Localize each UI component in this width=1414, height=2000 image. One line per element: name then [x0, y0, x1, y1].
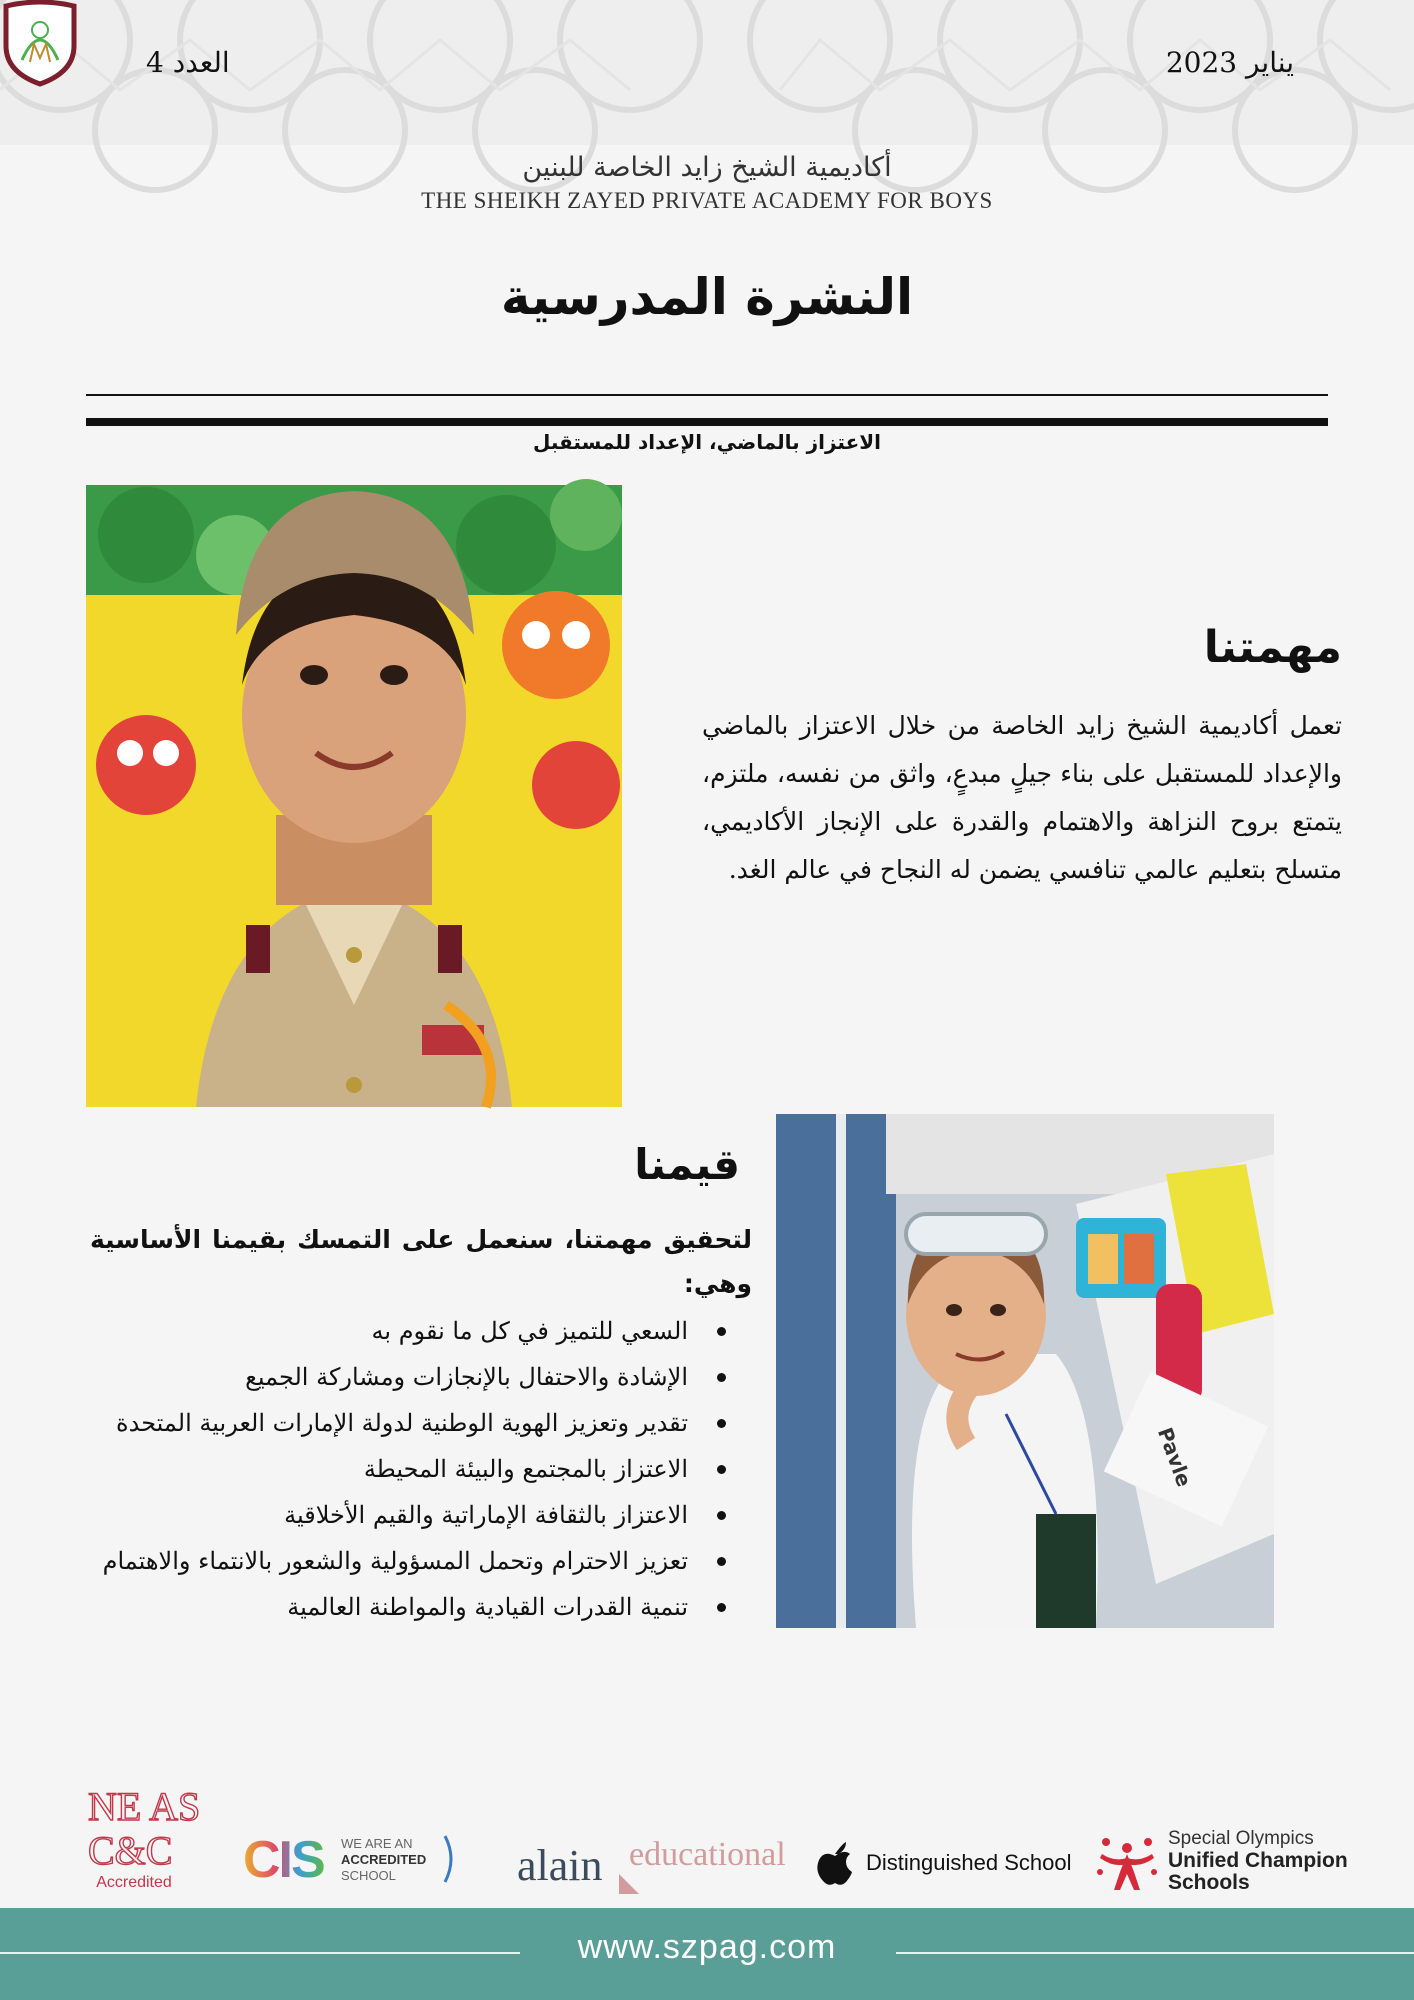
- issue-number: العدد 4: [146, 46, 230, 79]
- bullet-icon: [717, 1603, 726, 1612]
- cis-accredited-logo: [243, 1832, 463, 1888]
- bullet-icon: [717, 1373, 726, 1382]
- student-uniform-photo: [86, 485, 622, 1107]
- name-card-label: Pavle: [1152, 1424, 1197, 1490]
- bullet-icon: [717, 1419, 726, 1428]
- special-olympics-icon: [1096, 1832, 1158, 1894]
- alain-educational-wordmark: educational: [629, 1836, 786, 1873]
- neasc-monogram-icon: [84, 1782, 201, 1873]
- tagline: الاعتزاز بالماضي، الإعداد للمستقبل: [533, 430, 881, 454]
- cis-bracket-icon: [443, 1834, 459, 1884]
- value-item-text: الاعتزاز بالثقافة الإماراتية والقيم الأخلاقية: [284, 1501, 688, 1529]
- value-item-text: تقدير وتعزيز الهوية الوطنية لدولة الإمارات العربية المتحدة: [116, 1409, 688, 1437]
- apple-school-label: Distinguished School: [866, 1850, 1072, 1875]
- apple-icon: [816, 1842, 854, 1886]
- cis-line2: ACCREDITED: [341, 1852, 427, 1867]
- value-item: [90, 1584, 734, 1630]
- value-item-text: تعزيز الاحترام وتحمل المسؤولية والشعور بالانتماء والاهتمام: [102, 1547, 688, 1575]
- student-lab-coat-photo: [776, 1114, 1274, 1628]
- apple-distinguished-school-logo: [816, 1838, 1076, 1888]
- cis-line1: WE ARE AN: [341, 1836, 413, 1851]
- so-line1: Special Olympics: [1168, 1828, 1314, 1849]
- so-line3: Schools: [1168, 1871, 1250, 1894]
- value-item-text: الإشادة والاحتفال بالإنجازات ومشاركة الجميع: [245, 1363, 688, 1391]
- value-item: [90, 1538, 734, 1584]
- values-intro: لتحقيق مهمتنا، سنعمل على التمسك بقيمنا الأساسية وهي:: [90, 1225, 752, 1298]
- header-pattern-band: [0, 0, 1414, 145]
- cis-letters: [243, 1832, 324, 1888]
- value-item: [90, 1446, 734, 1492]
- cis-letters-text: CIS: [243, 1831, 324, 1889]
- value-item-text: تنمية القدرات القيادية والمواطنة العالمية: [287, 1593, 688, 1621]
- value-item-text: السعي للتميز في كل ما نقوم به: [371, 1317, 688, 1345]
- website-link[interactable]: www.szpag.com: [577, 1928, 837, 1966]
- bullet-icon: [717, 1327, 726, 1336]
- mission-text: تعمل أكاديمية الشيخ زايد الخاصة من خلال الاعتزاز بالماضي والإعداد للمستقبل على بناء جيلٍ مبدعٍ، واثق من نفسه، ملتزم، يتمتع بروح النزاهة والاهتمام والقدرة على الإنجاز الأكاديمي، متسلح بتعليم عالمي تنافسي يضمن له النجاح في عالم الغد.: [702, 711, 1342, 884]
- value-item-text: الاعتزاز بالمجتمع والبيئة المحيطة: [363, 1455, 688, 1483]
- bullet-icon: [717, 1557, 726, 1566]
- school-name-english: THE SHEIKH ZAYED PRIVATE ACADEMY FOR BOYS: [421, 188, 993, 213]
- value-item: [90, 1354, 734, 1400]
- bullet-icon: [717, 1465, 726, 1474]
- mission-heading: مهمتنا: [1203, 622, 1342, 673]
- newsletter-title: النشرة المدرسية: [500, 268, 914, 326]
- alain-educational-logo: [517, 1836, 787, 1896]
- neasc-mark-top: NE AS: [88, 1784, 201, 1829]
- special-olympics-logo: [1096, 1828, 1346, 1894]
- neasc-mark-bottom: C&C: [88, 1828, 173, 1873]
- value-item: [90, 1492, 734, 1538]
- bullet-icon: [717, 1511, 726, 1520]
- values-list: [90, 1308, 734, 1630]
- academy-crest-icon: [0, 0, 80, 86]
- value-item: [90, 1400, 734, 1446]
- so-line2: Unified Champion: [1168, 1849, 1348, 1872]
- value-item: [90, 1308, 734, 1354]
- title-divider-thin: [86, 394, 1328, 396]
- alain-wordmark: alain: [517, 1841, 603, 1890]
- neasc-accredited-logo: [84, 1782, 201, 1892]
- title-divider-thick: [86, 418, 1328, 426]
- cis-line3: SCHOOL: [341, 1868, 396, 1883]
- footer-band: [0, 1908, 1414, 2000]
- school-name-arabic: أكاديمية الشيخ زايد الخاصة للبنين: [522, 152, 892, 183]
- alain-triangle-icon: [617, 1872, 641, 1896]
- neasc-label: Accredited: [96, 1874, 172, 1891]
- issue-date: يناير 2023: [1165, 46, 1294, 79]
- values-heading: قيمنا: [634, 1140, 740, 1189]
